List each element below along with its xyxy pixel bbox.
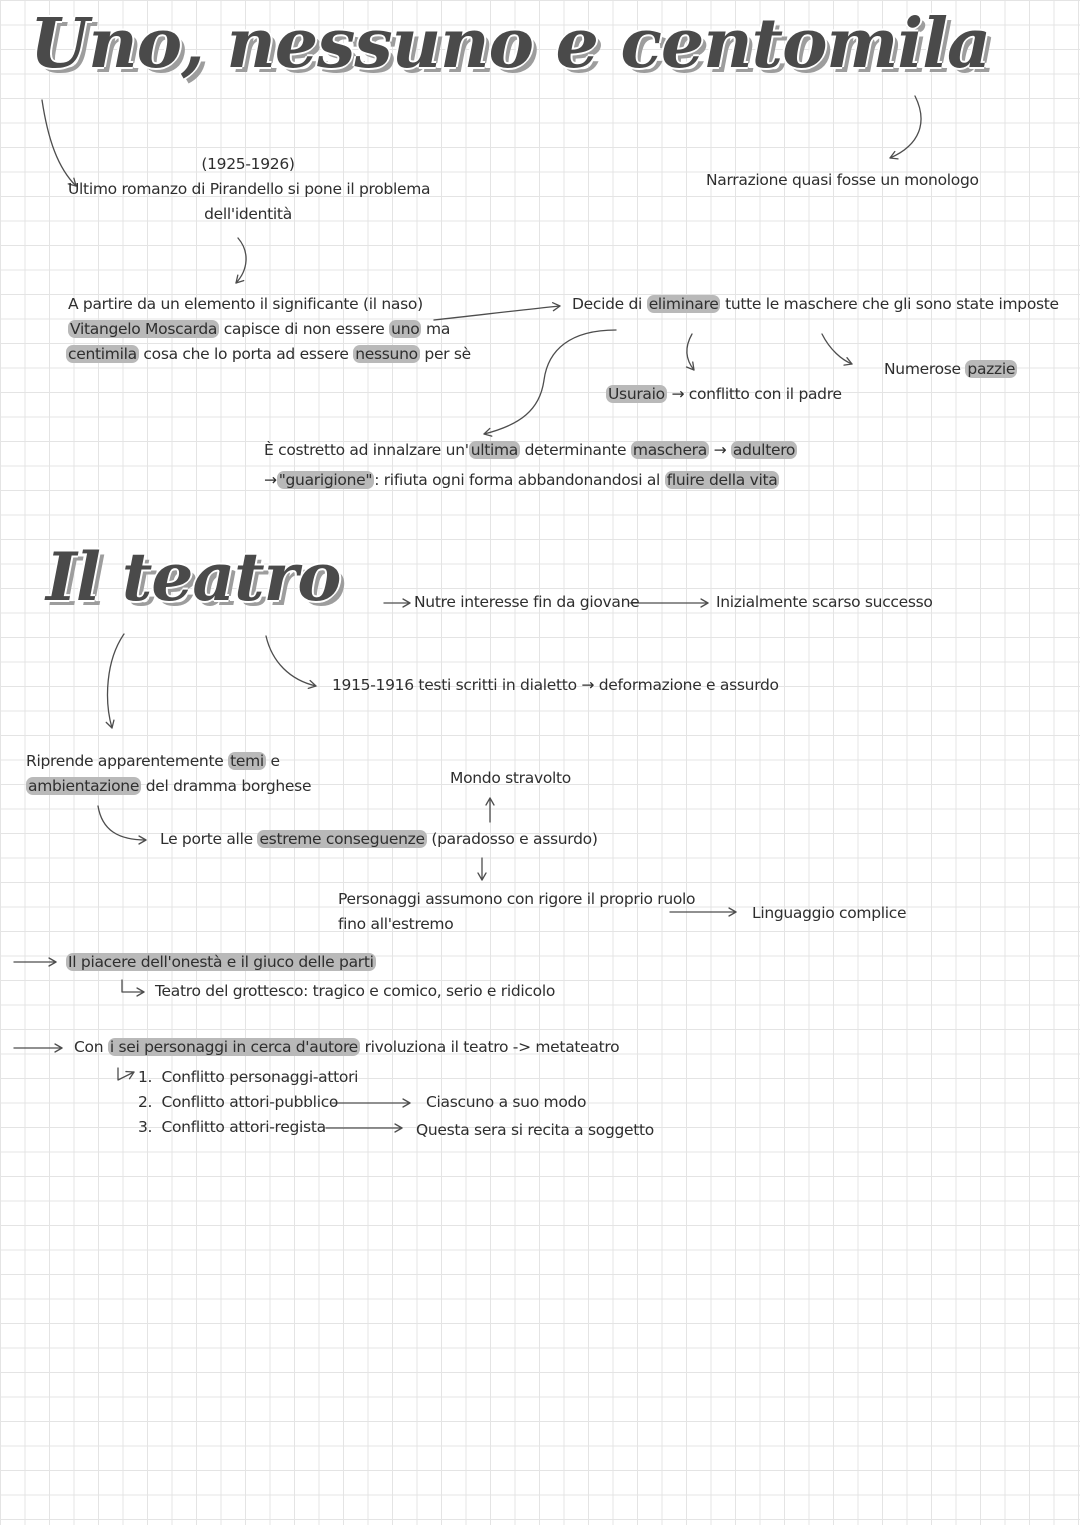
arrow-riprende-to-porte (98, 806, 146, 840)
hl-estreme: estreme conseguenze (259, 830, 425, 848)
arrow-glyph: → (713, 441, 727, 459)
theatre-personaggi-line1: Personaggi assumono con rigore il proprio ruolo (338, 890, 696, 908)
hl-uno: uno (391, 320, 420, 338)
theatre-soggetto: Questa sera si recita a soggetto (416, 1121, 654, 1139)
arrow-glyph: → (671, 385, 685, 403)
theatre-successo: Inizialmente scarso successo (716, 593, 933, 611)
novel-narration: Narrazione quasi fosse un monologo (706, 171, 979, 189)
hl-usuraio: Usuraio (608, 385, 665, 403)
theatre-dialetto: 1915-1916 testi scritti in dialetto → deformazione e assurdo (332, 676, 779, 694)
hl-moscarda: Vitangelo Moscarda (70, 320, 218, 338)
theatre-ciascuno: Ciascuno a suo modo (426, 1093, 587, 1111)
novel-usuraio: Usuraio → conflitto con il padre (608, 385, 842, 403)
conflitto-1: 1. Conflitto personaggi-attori (138, 1068, 359, 1086)
conflitto-2: 2. Conflitto attori-pubblico (138, 1093, 339, 1111)
novel-intro-line2: dell'identità (204, 205, 292, 223)
arrow-piacere-to-grottesco (122, 980, 144, 992)
hl-pazzie: pazzie (967, 360, 1016, 378)
hl-adultero: adultero (732, 441, 796, 459)
theatre-riprende-line2: ambientazione del dramma borghese (28, 777, 312, 795)
arrow-decide-to-usuraio (687, 334, 694, 370)
hl-temi: temi (230, 752, 264, 770)
conflitto-3: 3. Conflitto attori-regista (138, 1118, 326, 1136)
hl-centimila: centimila (68, 345, 137, 363)
hl-eliminare: eliminare (648, 295, 719, 313)
theatre-personaggi-line2: fino all'estremo (338, 915, 454, 933)
hl-sei-personaggi: i sei personaggi in cerca d'autore (109, 1038, 358, 1056)
theatre-grottesco: Teatro del grottesco: tragico e comico, serio e ridicolo (155, 982, 556, 1000)
theatre-porte: Le porte alle estreme conseguenze (paradosso e assurdo) (160, 830, 598, 848)
theatre-linguaggio: Linguaggio complice (752, 904, 907, 922)
novel-costretto: È costretto ad innalzare un' ultima determinante maschera → adultero (264, 441, 796, 459)
arrow-decide-to-pazzie (822, 334, 852, 364)
novel-paragraph-line1: A partire da un elemento il significante (il naso) (68, 295, 423, 313)
arrow-intro-to-paragraph (236, 238, 246, 283)
arrow-sei-to-conflitto1 (118, 1068, 134, 1080)
theatre-riprende-line1: Riprende apparentemente temi e (26, 752, 280, 770)
hl-ambientazione: ambientazione (28, 777, 140, 795)
theatre-title: Il teatro (46, 538, 341, 616)
theatre-interesse: Nutre interesse fin da giovane (414, 593, 640, 611)
novel-pazzie: Numerose pazzie (884, 360, 1016, 378)
hl-piacere: Il piacere dell'onestà e il giuco delle parti (68, 953, 374, 971)
arrow-paragraph-to-decide (434, 306, 560, 320)
hl-nessuno: nessuno (355, 345, 418, 363)
novel-paragraph-line2: Vitangelo Moscarda capisce di non essere uno ma (70, 320, 451, 338)
hl-fluire: fluire della vita (666, 471, 778, 489)
novel-years: (1925-1926) (201, 155, 295, 173)
arrow-title-to-riprende (108, 634, 124, 728)
hl-guarigione: "guarigione" (278, 471, 373, 489)
theatre-mondo: Mondo stravolto (450, 769, 571, 787)
novel-guarigione: → "guarigione" : rifiuta ogni forma abbandonandosi al fluire della vita (264, 471, 778, 489)
theatre-piacere (66, 950, 376, 975)
hl-ultima: ultima (470, 441, 518, 459)
arrow-decide-to-costretto (484, 330, 616, 434)
arrow-glyph: → (581, 676, 595, 694)
theatre-sei-personaggi: Con i sei personaggi in cerca d'autore rivoluziona il teatro -> metateatro (74, 1038, 620, 1056)
arrow-title-to-dialetto (266, 636, 316, 686)
novel-title: Uno, nessuno e centomila (30, 4, 991, 84)
hl-maschera: maschera (632, 441, 707, 459)
arrow-title-to-narration (890, 96, 921, 158)
novel-paragraph-line3: centimila cosa che lo porta ad essere nessuno per sè (68, 345, 471, 363)
novel-intro-line1: Ultimo romanzo di Pirandello si pone il problema (68, 180, 431, 198)
arrow-glyph: → (264, 471, 277, 489)
novel-decide: Decide di eliminare tutte le maschere che gli sono state imposte (572, 295, 1059, 313)
